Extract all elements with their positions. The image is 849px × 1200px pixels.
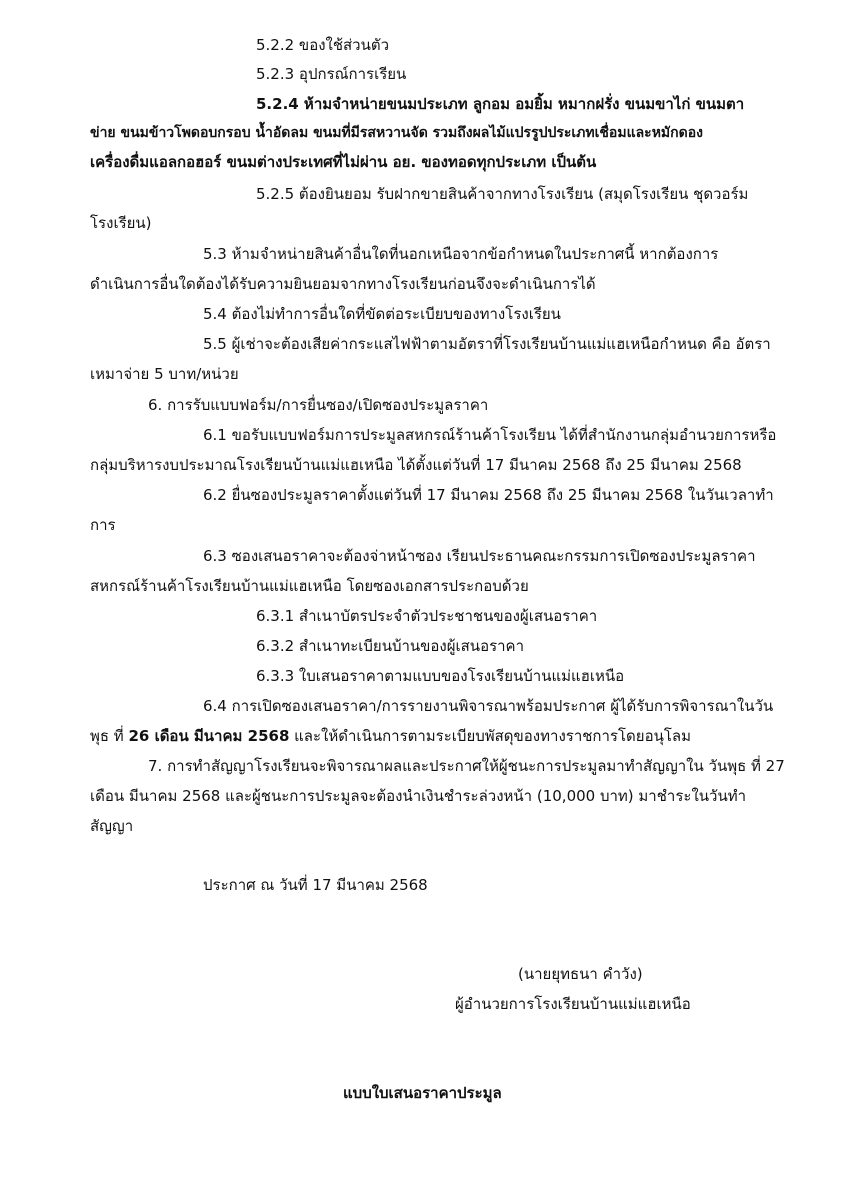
item-5-4: 5.4 ต้องไม่ทำการอื่นใดที่ขัดต่อระเบียบของทางโรงเรียน: [203, 305, 561, 323]
item-7-line-2: เดือน มีนาคม 2568 และผู้ชนะการประมูลจะต้องนำเงินชำระล่วงหน้า (10,000 บาท) มาชำระในวันทำ: [90, 787, 747, 805]
item-6-3-line-1: 6.3 ซองเสนอราคาจะต้องจ่าหน้าซอง เรียนประธานคณะกรรมการเปิดซองประมูลราคา: [203, 547, 756, 565]
item-5-5-line-1: 5.5 ผู้เช่าจะต้องเสียค่ากระแสไฟฟ้าตามอัตราที่โรงเรียนบ้านแม่แฮเหนือกำหนด คือ อัตรา: [203, 335, 771, 353]
item-6-3-1: 6.3.1 สำเนาบัตรประจำตัวประชาชนของผู้เสนอราคา: [256, 607, 598, 625]
item-6-4-line-2: [90, 726, 691, 746]
item-5-2-5-line-1: 5.2.5 ต้องยินยอม รับฝากขายสินค้าจากทางโรงเรียน (สมุดโรงเรียน ชุดวอร์ม: [256, 185, 749, 203]
item-5-2-4-line-1: 5.2.4 ห้ามจำหน่ายขนมประเภท ลูกอม อมยิ้ม หมากฝรั่ง ขนมขาไก่ ขนมตา: [256, 95, 745, 113]
announce-date: ประกาศ ณ วันที่ 17 มีนาคม 2568: [203, 876, 428, 894]
item-6-4-date-bold: 26 เดือน มีนาคม 2568: [128, 727, 290, 745]
item-6-heading: 6. การรับแบบฟอร์ม/การยื่นซอง/เปิดซองประมูลราคา: [148, 396, 489, 414]
item-6-3-3: 6.3.3 ใบเสนอราคาตามแบบของโรงเรียนบ้านแม่แฮเหนือ: [256, 667, 625, 685]
item-6-2-line-1: 6.2 ยื่นซองประมูลราคาตั้งแต่วันที่ 17 มีนาคม 2568 ถึง 25 มีนาคม 2568 ในวันเวลาทำ: [203, 486, 774, 504]
item-6-4-day-prefix: พุธ ที่: [90, 727, 129, 745]
item-6-3-2: 6.3.2 สำเนาทะเบียนบ้านของผู้เสนอราคา: [256, 637, 525, 655]
item-6-1-line-1: 6.1 ขอรับแบบฟอร์มการประมูลสหกรณ์ร้านค้าโรงเรียน ได้ที่สำนักงานกลุ่มอำนวยการหรือ: [203, 426, 777, 444]
signer-name: (นายยุทธนา คำวัง): [518, 965, 643, 983]
item-5-5-line-2: เหมาจ่าย 5 บาท/หน่วย: [90, 365, 239, 383]
item-6-2-line-2: การ: [90, 516, 116, 534]
item-5-2-5-line-2: โรงเรียน): [90, 214, 152, 232]
item-5-2-4-line-2: ข่าย ขนมข้าวโพดอบกรอบ น้ำอัดลม ขนมที่มีรสหวานจัด รวมถึงผลไม้แปรรูปประเภทเชื่อมและหมักดอง: [90, 125, 703, 141]
item-6-1-line-2: กลุ่มบริหารงบประมาณโรงเรียนบ้านแม่แฮเหนือ ได้ตั้งแต่วันที่ 17 มีนาคม 2568 ถึง 25 มีนาคม 2568: [90, 456, 742, 474]
item-7-line-3: สัญญา: [90, 817, 134, 835]
item-6-4-line-1: 6.4 การเปิดซองเสนอราคา/การรายงานพิจารณาพร้อมประกาศ ผู้ได้รับการพิจารณาในวัน: [203, 697, 774, 715]
item-6-3-line-2: สหกรณ์ร้านค้าโรงเรียนบ้านแม่แฮเหนือ โดยซองเอกสารประกอบด้วย: [90, 577, 529, 595]
item-6-4-remainder: และให้ดำเนินการตามระเบียบพัสดุของทางราชการโดยอนุโลม: [289, 727, 691, 745]
item-5-2-4-line-3: เครื่องดื่มแอลกอฮอร์ ขนมต่างประเทศที่ไม่ผ่าน อย. ของทอดทุกประเภท เป็นต้น: [90, 153, 597, 171]
item-5-2-2: 5.2.2 ของใช้ส่วนตัว: [256, 36, 390, 54]
signer-title: ผู้อำนวยการโรงเรียนบ้านแม่แฮเหนือ: [455, 995, 691, 1013]
item-5-3-line-1: 5.3 ห้ามจำหน่ายสินค้าอื่นใดที่นอกเหนือจากข้อกำหนดในประกาศนี้ หากต้องการ: [203, 245, 719, 263]
item-5-2-3: 5.2.3 อุปกรณ์การเรียน: [256, 65, 407, 83]
item-5-3-line-2: ดำเนินการอื่นใดต้องได้รับความยินยอมจากทางโรงเรียนก่อนจึงจะดำเนินการได้: [90, 275, 596, 293]
item-7-line-1: 7. การทำสัญญาโรงเรียนจะพิจารณาผลและประกาศให้ผู้ชนะการประมูลมาทำสัญญาใน วันพุธ ที่ 27: [148, 757, 785, 775]
form-heading: แบบใบเสนอราคาประมูล: [343, 1084, 502, 1102]
